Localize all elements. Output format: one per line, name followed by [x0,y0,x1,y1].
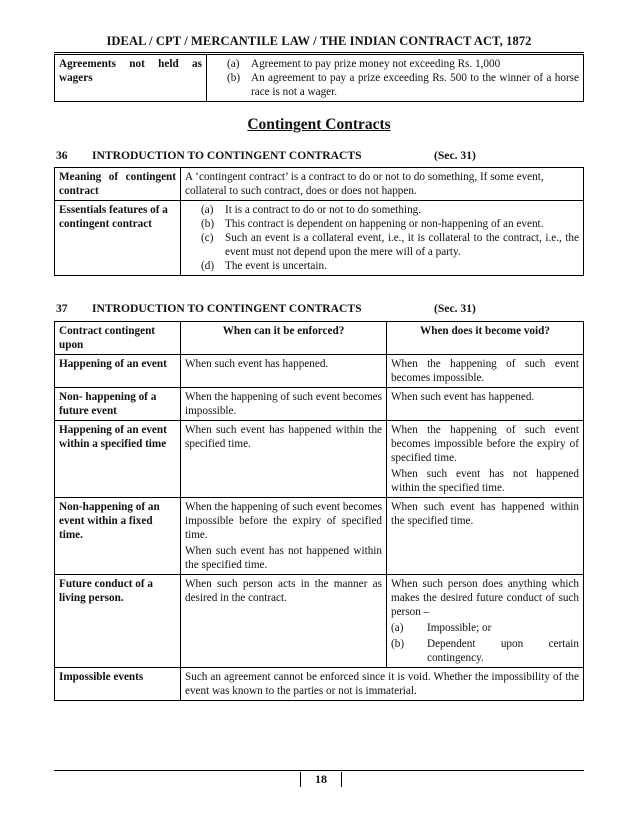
table-row [55,575,584,668]
row-enforced: When such person acts in the manner as desired in the contract. [181,575,387,668]
meaning-label: Meaning of contingent contract [55,168,181,201]
page-header: IDEAL / CPT / MERCANTILE LAW / THE INDIAN CONTRACT ACT, 1872 [106,34,532,48]
section-36-table [54,167,584,276]
impossible-text: Such an agreement cannot be enforced since it is void. Whether the impossibility of the event was known to the parties or not is immaterial. [181,668,584,701]
row-enforced: When the happening of such event becomes impossible before the expiry of specified time. When such event has not happened within the specified time. [181,498,387,575]
col-header-enforced: When can it be enforced? [181,322,387,355]
table-row [55,388,584,421]
table-row [55,668,584,701]
footer-rule [54,770,584,771]
table-row [55,355,584,388]
row-label: Future conduct of a living person. [55,575,181,668]
row-void: When the happening of such event becomes impossible. [387,355,584,388]
chapter-title: Contingent Contracts [247,116,391,133]
row-label: Happening of an event within a specified time [55,421,181,498]
wagers-item-b: (b) An agreement to pay a prize exceeding Rs. 500 to the winner of a horse race is not a wager. [227,72,579,98]
row-void: When such event has happened. [387,388,584,421]
wagers-table [54,54,584,102]
row-void: When the happening of such event becomes impossible before the expiry of specified time. When such event has not happened within the specified time. [387,421,584,498]
row-label: Happening of an event [55,355,181,388]
wagers-label: Agreements not held as wagers [55,55,207,102]
col-header-contingent: Contract contingent upon [55,322,181,355]
essential-item: (b) This contract is dependent on happening or non-happening of an event. [201,218,544,230]
row-enforced: When such event has happened. [181,355,387,388]
table-row [55,421,584,498]
table-row [55,498,584,575]
meaning-text: A ‘contingent contract’ is a contract to do or not to do something, If some event, collateral to such contract, does or does not happen. [181,168,584,201]
essentials-label: Essentials features of a contingent contract [55,201,181,276]
row-label: Non-happening of an event within a fixed time. [55,498,181,575]
essential-item: (c) Such an event is a collateral event, i.e., it is collateral to the contract, i.e., the event must not depend upon the mere will of a party. [201,232,579,258]
header-rule [54,52,584,53]
row-label: Non- happening of a future event [55,388,181,421]
row-void: When such event has happened within the specified time. [387,498,584,575]
row-enforced: When such event has happened within the specified time. [181,421,387,498]
section-37-table [54,321,584,701]
essential-item: (a) It is a contract to do or not to do something. [201,204,422,216]
row-enforced: When the happening of such event becomes impossible. [181,388,387,421]
col-header-void: When does it become void? [387,322,584,355]
essentials-list [181,201,584,276]
wagers-item-a: (a) Agreement to pay prize money not exceeding Rs. 1,000 [227,58,501,70]
essential-item: (d) The event is uncertain. [201,260,327,272]
wagers-items [207,55,584,102]
row-void: When such person does anything which makes the desired future conduct of such person – (a) Impossible; or (b) Dependent upon certain contingency. [387,575,584,668]
row-label: Impossible events [55,668,181,701]
page-number: 18 [300,772,342,787]
